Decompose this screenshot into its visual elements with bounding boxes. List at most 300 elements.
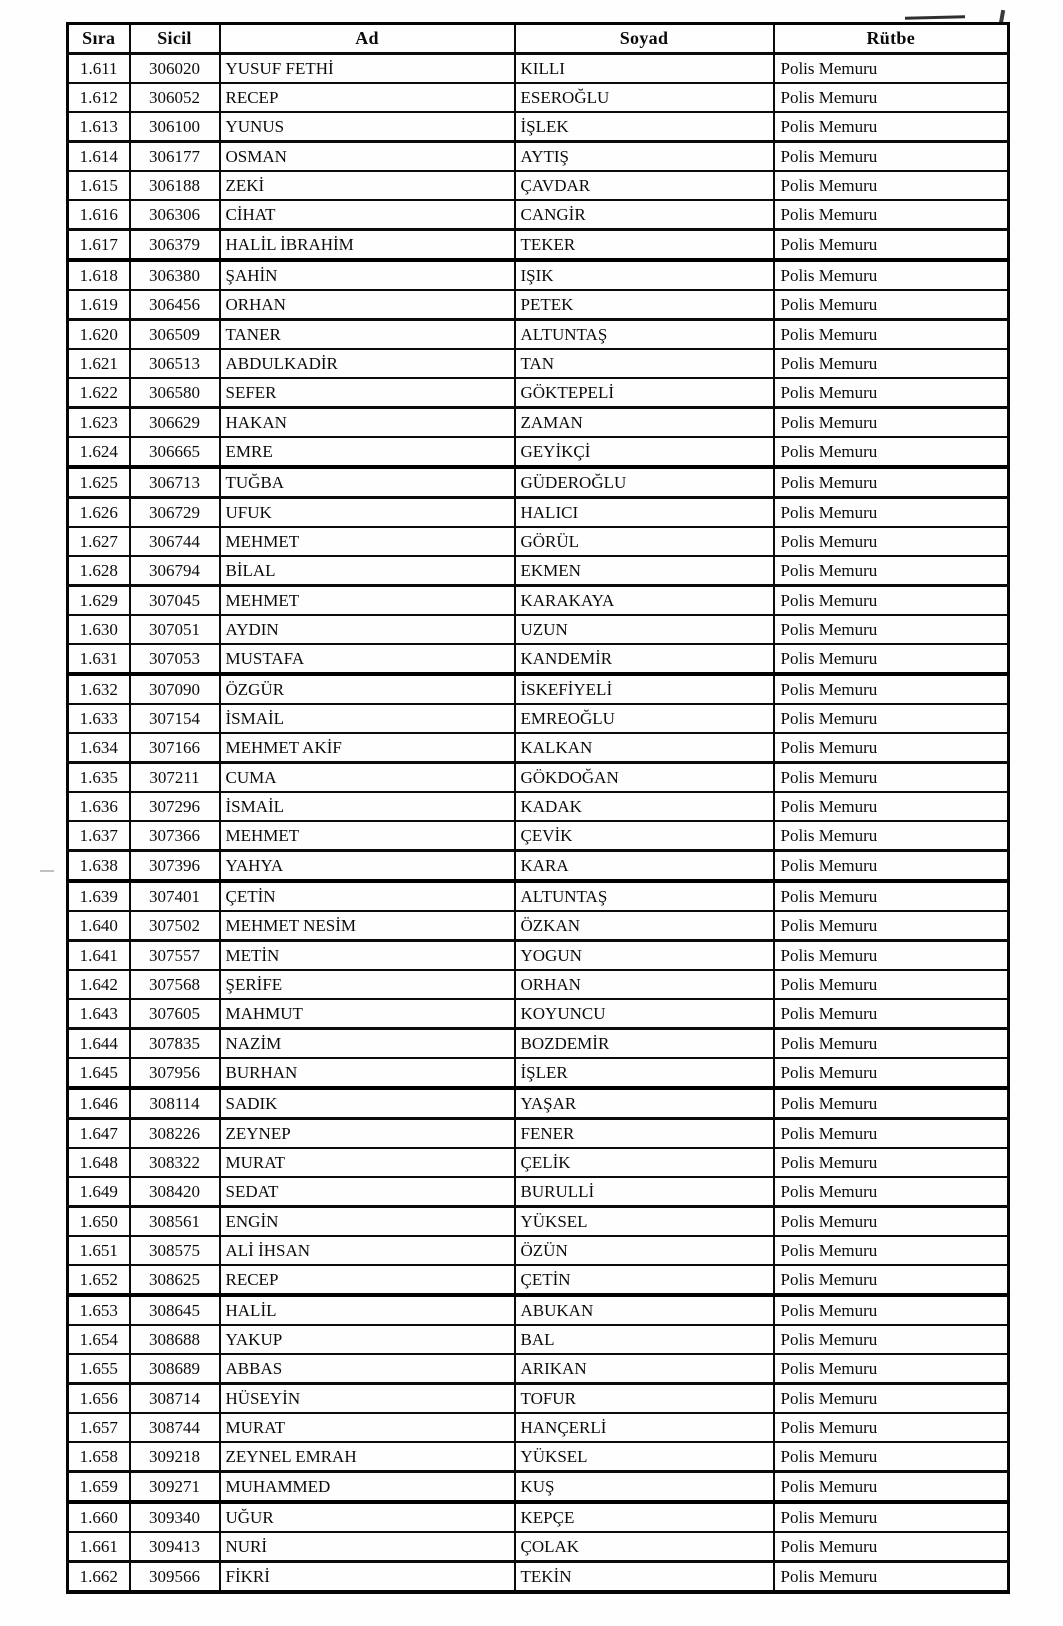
cell-sicil: 309271 [130, 1472, 220, 1503]
cell-rutbe: Polis Memuru [774, 1442, 1009, 1472]
cell-rutbe: Polis Memuru [774, 911, 1009, 941]
cell-ad: HÜSEYİN [220, 1384, 515, 1414]
cell-ad: ABBAS [220, 1354, 515, 1384]
cell-sira: 1.630 [68, 615, 130, 644]
cell-sira: 1.634 [68, 733, 130, 763]
cell-soyad: ÇETİN [515, 1265, 774, 1295]
cell-rutbe: Polis Memuru [774, 999, 1009, 1029]
cell-sira: 1.647 [68, 1119, 130, 1149]
table-row [68, 527, 1009, 556]
cell-sira: 1.623 [68, 408, 130, 438]
cell-soyad: İŞLER [515, 1058, 774, 1088]
cell-sicil: 306177 [130, 142, 220, 172]
cell-sira: 1.638 [68, 851, 130, 882]
cell-sicil: 306629 [130, 408, 220, 438]
col-header-sira: Sıra [68, 24, 130, 54]
cell-rutbe: Polis Memuru [774, 556, 1009, 586]
cell-ad: YUSUF FETHİ [220, 54, 515, 84]
cell-rutbe: Polis Memuru [774, 349, 1009, 378]
cell-soyad: TAN [515, 349, 774, 378]
cell-ad: MEHMET [220, 821, 515, 851]
cell-sicil: 307401 [130, 881, 220, 911]
table-row [68, 83, 1009, 112]
cell-rutbe: Polis Memuru [774, 1265, 1009, 1295]
cell-ad: HALİL İBRAHİM [220, 230, 515, 261]
table-row [68, 1442, 1009, 1472]
cell-sira: 1.662 [68, 1562, 130, 1593]
cell-sira: 1.642 [68, 970, 130, 999]
cell-sicil: 306580 [130, 378, 220, 408]
cell-sira: 1.649 [68, 1177, 130, 1207]
cell-sira: 1.619 [68, 290, 130, 320]
cell-rutbe: Polis Memuru [774, 586, 1009, 616]
cell-ad: TANER [220, 320, 515, 350]
table-row [68, 378, 1009, 408]
cell-sira: 1.613 [68, 112, 130, 142]
cell-sicil: 307502 [130, 911, 220, 941]
cell-soyad: KARA [515, 851, 774, 882]
cell-sira: 1.627 [68, 527, 130, 556]
cell-sira: 1.625 [68, 467, 130, 498]
cell-sira: 1.651 [68, 1236, 130, 1265]
cell-rutbe: Polis Memuru [774, 1502, 1009, 1532]
table-row [68, 733, 1009, 763]
cell-rutbe: Polis Memuru [774, 1029, 1009, 1059]
cell-rutbe: Polis Memuru [774, 851, 1009, 882]
cell-ad: EMRE [220, 437, 515, 467]
cell-sira: 1.661 [68, 1532, 130, 1562]
cell-rutbe: Polis Memuru [774, 378, 1009, 408]
cell-sicil: 308322 [130, 1148, 220, 1177]
table-row [68, 999, 1009, 1029]
cell-rutbe: Polis Memuru [774, 1177, 1009, 1207]
cell-sicil: 308688 [130, 1325, 220, 1354]
cell-ad: ÇETİN [220, 881, 515, 911]
cell-soyad: BOZDEMİR [515, 1029, 774, 1059]
cell-sicil: 308114 [130, 1088, 220, 1119]
cell-rutbe: Polis Memuru [774, 171, 1009, 200]
table-row [68, 704, 1009, 733]
cell-sira: 1.641 [68, 941, 130, 971]
cell-soyad: KUŞ [515, 1472, 774, 1503]
table-row [68, 290, 1009, 320]
table-row [68, 1384, 1009, 1414]
cell-soyad: KILLI [515, 54, 774, 84]
cell-ad: İSMAİL [220, 704, 515, 733]
cell-soyad: ALTUNTAŞ [515, 320, 774, 350]
cell-sicil: 306744 [130, 527, 220, 556]
cell-soyad: UZUN [515, 615, 774, 644]
cell-ad: MURAT [220, 1148, 515, 1177]
cell-sicil: 306509 [130, 320, 220, 350]
cell-sicil: 307835 [130, 1029, 220, 1059]
col-header-sicil: Sicil [130, 24, 220, 54]
cell-ad: BURHAN [220, 1058, 515, 1088]
cell-sira: 1.633 [68, 704, 130, 733]
cell-ad: ZEKİ [220, 171, 515, 200]
cell-soyad: EKMEN [515, 556, 774, 586]
cell-sira: 1.637 [68, 821, 130, 851]
cell-ad: SADIK [220, 1088, 515, 1119]
cell-soyad: İŞLEK [515, 112, 774, 142]
cell-rutbe: Polis Memuru [774, 408, 1009, 438]
cell-rutbe: Polis Memuru [774, 498, 1009, 528]
cell-sira: 1.620 [68, 320, 130, 350]
cell-rutbe: Polis Memuru [774, 320, 1009, 350]
table-row [68, 1058, 1009, 1088]
cell-sicil: 306665 [130, 437, 220, 467]
table-row [68, 851, 1009, 882]
cell-rutbe: Polis Memuru [774, 1325, 1009, 1354]
table-row [68, 881, 1009, 911]
cell-ad: MEHMET [220, 527, 515, 556]
cell-sira: 1.639 [68, 881, 130, 911]
cell-rutbe: Polis Memuru [774, 1236, 1009, 1265]
cell-ad: HAKAN [220, 408, 515, 438]
cell-soyad: CANGİR [515, 200, 774, 230]
cell-soyad: ÇEVİK [515, 821, 774, 851]
personnel-table [66, 22, 1010, 1594]
cell-ad: ORHAN [220, 290, 515, 320]
cell-sira: 1.659 [68, 1472, 130, 1503]
cell-sira: 1.644 [68, 1029, 130, 1059]
cell-ad: İSMAİL [220, 792, 515, 821]
cell-sicil: 306729 [130, 498, 220, 528]
cell-rutbe: Polis Memuru [774, 230, 1009, 261]
cell-ad: TUĞBA [220, 467, 515, 498]
cell-sicil: 307396 [130, 851, 220, 882]
cell-rutbe: Polis Memuru [774, 112, 1009, 142]
cell-sira: 1.643 [68, 999, 130, 1029]
cell-sira: 1.646 [68, 1088, 130, 1119]
cell-ad: SEDAT [220, 1177, 515, 1207]
cell-sicil: 308561 [130, 1207, 220, 1237]
cell-sicil: 306020 [130, 54, 220, 84]
cell-ad: SEFER [220, 378, 515, 408]
cell-sira: 1.618 [68, 260, 130, 290]
cell-ad: MAHMUT [220, 999, 515, 1029]
col-header-ad: Ad [220, 24, 515, 54]
cell-sicil: 308625 [130, 1265, 220, 1295]
cell-sicil: 307568 [130, 970, 220, 999]
table-row [68, 1119, 1009, 1149]
cell-soyad: ZAMAN [515, 408, 774, 438]
table-row [68, 615, 1009, 644]
table-row [68, 792, 1009, 821]
cell-rutbe: Polis Memuru [774, 792, 1009, 821]
table-row [68, 408, 1009, 438]
cell-rutbe: Polis Memuru [774, 1413, 1009, 1442]
table-row [68, 911, 1009, 941]
cell-sicil: 309340 [130, 1502, 220, 1532]
cell-sicil: 309413 [130, 1532, 220, 1562]
cell-sicil: 306188 [130, 171, 220, 200]
table-row [68, 498, 1009, 528]
cell-ad: MUHAMMED [220, 1472, 515, 1503]
table-row [68, 1148, 1009, 1177]
cell-ad: ŞERİFE [220, 970, 515, 999]
cell-soyad: ESEROĞLU [515, 83, 774, 112]
cell-soyad: FENER [515, 1119, 774, 1149]
table-row [68, 349, 1009, 378]
cell-soyad: KALKAN [515, 733, 774, 763]
cell-sicil: 309566 [130, 1562, 220, 1593]
cell-ad: METİN [220, 941, 515, 971]
cell-rutbe: Polis Memuru [774, 290, 1009, 320]
cell-soyad: ÇELİK [515, 1148, 774, 1177]
cell-sicil: 308420 [130, 1177, 220, 1207]
cell-ad: YUNUS [220, 112, 515, 142]
cell-sicil: 307557 [130, 941, 220, 971]
cell-soyad: KANDEMİR [515, 644, 774, 674]
cell-sira: 1.652 [68, 1265, 130, 1295]
cell-sicil: 306052 [130, 83, 220, 112]
table-row [68, 320, 1009, 350]
cell-soyad: YOGUN [515, 941, 774, 971]
header-row [68, 24, 1009, 54]
table-row [68, 1413, 1009, 1442]
cell-soyad: GÖRÜL [515, 527, 774, 556]
cell-sicil: 306456 [130, 290, 220, 320]
cell-soyad: TEKİN [515, 1562, 774, 1593]
cell-rutbe: Polis Memuru [774, 1562, 1009, 1593]
cell-ad: ALİ İHSAN [220, 1236, 515, 1265]
cell-rutbe: Polis Memuru [774, 1207, 1009, 1237]
cell-sicil: 307154 [130, 704, 220, 733]
cell-sira: 1.655 [68, 1354, 130, 1384]
cell-sicil: 306794 [130, 556, 220, 586]
table-row [68, 437, 1009, 467]
cell-sira: 1.612 [68, 83, 130, 112]
cell-rutbe: Polis Memuru [774, 1119, 1009, 1149]
cell-sira: 1.653 [68, 1295, 130, 1325]
cell-rutbe: Polis Memuru [774, 1354, 1009, 1384]
table-row [68, 556, 1009, 586]
table-row [68, 586, 1009, 616]
cell-ad: CİHAT [220, 200, 515, 230]
cell-ad: BİLAL [220, 556, 515, 586]
cell-sira: 1.654 [68, 1325, 130, 1354]
cell-rutbe: Polis Memuru [774, 142, 1009, 172]
cell-sicil: 308689 [130, 1354, 220, 1384]
cell-rutbe: Polis Memuru [774, 1472, 1009, 1503]
cell-rutbe: Polis Memuru [774, 83, 1009, 112]
cell-soyad: HALICI [515, 498, 774, 528]
cell-sicil: 307090 [130, 674, 220, 704]
cell-sicil: 308575 [130, 1236, 220, 1265]
cell-sicil: 306100 [130, 112, 220, 142]
cell-sicil: 306513 [130, 349, 220, 378]
table-row [68, 142, 1009, 172]
table-row [68, 1265, 1009, 1295]
cell-ad: HALİL [220, 1295, 515, 1325]
cell-sira: 1.616 [68, 200, 130, 230]
cell-ad: ÖZGÜR [220, 674, 515, 704]
cell-rutbe: Polis Memuru [774, 1148, 1009, 1177]
table-row [68, 1088, 1009, 1119]
cell-soyad: HANÇERLİ [515, 1413, 774, 1442]
cell-sira: 1.611 [68, 54, 130, 84]
cell-sicil: 307211 [130, 763, 220, 793]
table-row [68, 1532, 1009, 1562]
cell-rutbe: Polis Memuru [774, 704, 1009, 733]
cell-soyad: ARIKAN [515, 1354, 774, 1384]
cell-soyad: AYTIŞ [515, 142, 774, 172]
cell-ad: MURAT [220, 1413, 515, 1442]
cell-sicil: 307166 [130, 733, 220, 763]
cell-rutbe: Polis Memuru [774, 733, 1009, 763]
cell-soyad: ÖZKAN [515, 911, 774, 941]
table-row [68, 1562, 1009, 1593]
cell-soyad: YÜKSEL [515, 1207, 774, 1237]
cell-soyad: ÇOLAK [515, 1532, 774, 1562]
cell-sira: 1.645 [68, 1058, 130, 1088]
table-row [68, 970, 1009, 999]
cell-soyad: GEYİKÇİ [515, 437, 774, 467]
scan-artifact [40, 870, 54, 872]
cell-soyad: İSKEFİYELİ [515, 674, 774, 704]
table-row [68, 1207, 1009, 1237]
cell-ad: MEHMET [220, 586, 515, 616]
cell-soyad: IŞIK [515, 260, 774, 290]
table-row [68, 821, 1009, 851]
cell-sira: 1.632 [68, 674, 130, 704]
cell-rutbe: Polis Memuru [774, 54, 1009, 84]
cell-soyad: TEKER [515, 230, 774, 261]
cell-rutbe: Polis Memuru [774, 437, 1009, 467]
cell-ad: RECEP [220, 83, 515, 112]
cell-sicil: 307605 [130, 999, 220, 1029]
cell-soyad: BAL [515, 1325, 774, 1354]
cell-rutbe: Polis Memuru [774, 1058, 1009, 1088]
cell-ad: UĞUR [220, 1502, 515, 1532]
table-row [68, 674, 1009, 704]
cell-ad: UFUK [220, 498, 515, 528]
cell-soyad: KADAK [515, 792, 774, 821]
cell-rutbe: Polis Memuru [774, 527, 1009, 556]
cell-ad: CUMA [220, 763, 515, 793]
table-row [68, 1472, 1009, 1503]
table-row [68, 1029, 1009, 1059]
cell-rutbe: Polis Memuru [774, 1295, 1009, 1325]
cell-sira: 1.640 [68, 911, 130, 941]
cell-ad: FİKRİ [220, 1562, 515, 1593]
cell-rutbe: Polis Memuru [774, 260, 1009, 290]
cell-sira: 1.636 [68, 792, 130, 821]
cell-soyad: ABUKAN [515, 1295, 774, 1325]
cell-sicil: 307296 [130, 792, 220, 821]
cell-soyad: YÜKSEL [515, 1442, 774, 1472]
cell-soyad: GÖKDOĞAN [515, 763, 774, 793]
cell-ad: NURİ [220, 1532, 515, 1562]
cell-soyad: ORHAN [515, 970, 774, 999]
cell-ad: ŞAHİN [220, 260, 515, 290]
scan-artifact [905, 15, 965, 20]
cell-ad: YAHYA [220, 851, 515, 882]
table-row [68, 1295, 1009, 1325]
cell-sicil: 308744 [130, 1413, 220, 1442]
cell-ad: AYDIN [220, 615, 515, 644]
table-row [68, 112, 1009, 142]
cell-sicil: 307051 [130, 615, 220, 644]
cell-rutbe: Polis Memuru [774, 1384, 1009, 1414]
cell-rutbe: Polis Memuru [774, 674, 1009, 704]
cell-rutbe: Polis Memuru [774, 200, 1009, 230]
cell-ad: MEHMET NESİM [220, 911, 515, 941]
table-row [68, 1325, 1009, 1354]
cell-ad: YAKUP [220, 1325, 515, 1354]
table-row [68, 644, 1009, 674]
cell-soyad: KOYUNCU [515, 999, 774, 1029]
col-header-rutbe: Rütbe [774, 24, 1009, 54]
cell-sira: 1.614 [68, 142, 130, 172]
col-header-soyad: Soyad [515, 24, 774, 54]
cell-soyad: GÖKTEPELİ [515, 378, 774, 408]
cell-sicil: 308226 [130, 1119, 220, 1149]
cell-ad: MUSTAFA [220, 644, 515, 674]
cell-rutbe: Polis Memuru [774, 941, 1009, 971]
cell-sira: 1.629 [68, 586, 130, 616]
table-row [68, 260, 1009, 290]
table-body [68, 54, 1009, 1593]
cell-ad: ABDULKADİR [220, 349, 515, 378]
cell-ad: OSMAN [220, 142, 515, 172]
cell-soyad: ALTUNTAŞ [515, 881, 774, 911]
cell-sira: 1.656 [68, 1384, 130, 1414]
table-row [68, 1354, 1009, 1384]
table-row [68, 171, 1009, 200]
cell-sira: 1.628 [68, 556, 130, 586]
cell-sira: 1.657 [68, 1413, 130, 1442]
cell-sira: 1.631 [68, 644, 130, 674]
cell-soyad: PETEK [515, 290, 774, 320]
cell-sicil: 307045 [130, 586, 220, 616]
cell-sicil: 306713 [130, 467, 220, 498]
cell-rutbe: Polis Memuru [774, 644, 1009, 674]
cell-sira: 1.660 [68, 1502, 130, 1532]
cell-soyad: YAŞAR [515, 1088, 774, 1119]
cell-rutbe: Polis Memuru [774, 881, 1009, 911]
cell-sicil: 306380 [130, 260, 220, 290]
cell-sicil: 308714 [130, 1384, 220, 1414]
cell-rutbe: Polis Memuru [774, 1088, 1009, 1119]
table-row [68, 1502, 1009, 1532]
cell-sicil: 308645 [130, 1295, 220, 1325]
cell-sicil: 307053 [130, 644, 220, 674]
cell-soyad: KARAKAYA [515, 586, 774, 616]
cell-sira: 1.658 [68, 1442, 130, 1472]
table-row [68, 230, 1009, 261]
table-row [68, 467, 1009, 498]
cell-sicil: 307366 [130, 821, 220, 851]
cell-sicil: 307956 [130, 1058, 220, 1088]
cell-sicil: 306379 [130, 230, 220, 261]
cell-ad: RECEP [220, 1265, 515, 1295]
cell-rutbe: Polis Memuru [774, 970, 1009, 999]
cell-ad: NAZİM [220, 1029, 515, 1059]
cell-sira: 1.615 [68, 171, 130, 200]
cell-soyad: KEPÇE [515, 1502, 774, 1532]
cell-soyad: TOFUR [515, 1384, 774, 1414]
cell-ad: ENGİN [220, 1207, 515, 1237]
cell-ad: ZEYNEP [220, 1119, 515, 1149]
cell-sira: 1.624 [68, 437, 130, 467]
table-row [68, 763, 1009, 793]
cell-sira: 1.617 [68, 230, 130, 261]
cell-soyad: ÇAVDAR [515, 171, 774, 200]
cell-rutbe: Polis Memuru [774, 467, 1009, 498]
cell-sira: 1.650 [68, 1207, 130, 1237]
